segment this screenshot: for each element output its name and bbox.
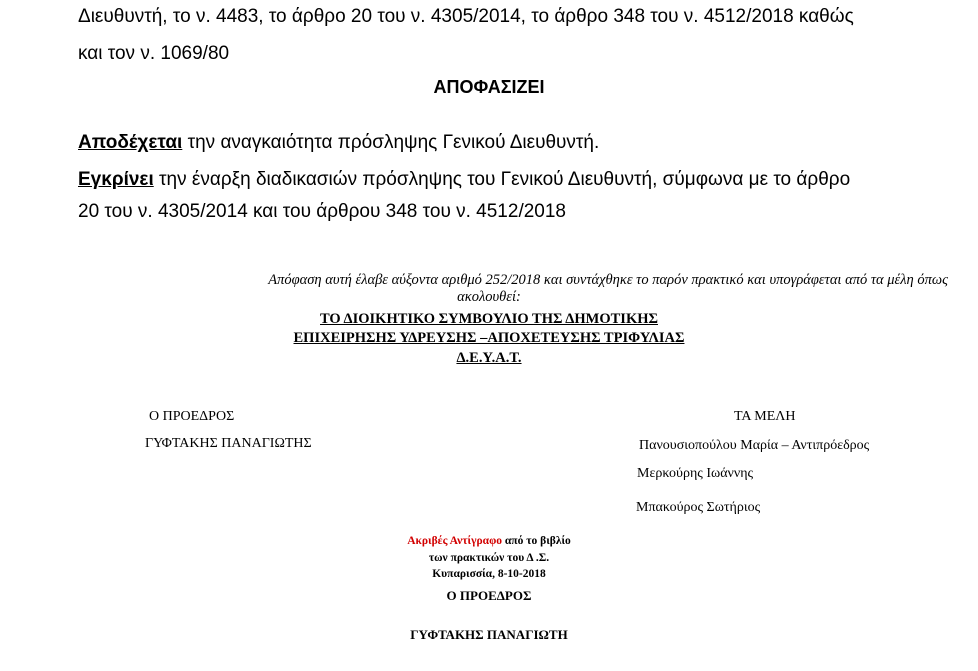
decision-note-line-1: Απόφαση αυτή έλαβε αύξοντα αριθμό 252/2018 και συντάχθηκε το παρόν πρακτικό και υπογράφεται από τα μέλη όπως	[268, 272, 948, 288]
president-label: Ο ΠΡΟΕΔΡΟΣ	[149, 409, 235, 424]
certification-title: Ο ΠΡΟΕΔΡΟΣ	[446, 588, 532, 603]
board-title-line-2: ΕΠΙΧΕΙΡΗΣΗΣ ΥΔΡΕΥΣΗΣ –ΑΠΟΧΕΤΕΥΣΗΣ ΤΡΙΦΥΛΙΑΣ	[293, 330, 685, 346]
certification-date: Κυπαρισσία, 8-10-2018	[432, 568, 546, 580]
board-title-line-3: Δ.Ε.Υ.Α.Τ.	[456, 350, 522, 366]
certification-line-1-rest: από το βιβλίο	[502, 535, 571, 547]
decision-approve	[78, 169, 850, 191]
president-name: ΓΥΦΤΑΚΗΣ ΠΑΝΑΓΙΩΤΗΣ	[145, 436, 312, 451]
certification-name: ΓΥΦΤΑΚΗΣ ΠΑΝΑΓΙΩΤΗ	[410, 627, 568, 642]
decision-accept-verb: Αποδέχεται	[78, 132, 183, 153]
accurate-copy-label: Ακριβές Αντίγραφο	[407, 535, 502, 547]
certification-line-1	[0, 535, 978, 547]
paragraph-line-1: Διευθυντή, το ν. 4483, το άρθρο 20 του ν. 4305/2014, το άρθρο 348 του ν. 4512/2018 καθώς	[78, 6, 854, 27]
decision-approve-continuation: 20 του ν. 4305/2014 και του άρθρου 348 του ν. 4512/2018	[78, 201, 566, 222]
member-name: Μπακούρος Σωτήριος	[636, 500, 761, 515]
member-name: Μερκούρης Ιωάννης	[637, 466, 754, 481]
certification-line-2: των πρακτικών του Δ .Σ.	[428, 552, 550, 564]
members-label: ΤΑ ΜΕΛΗ	[734, 409, 796, 424]
decision-approve-text: την έναρξη διαδικασιών πρόσληψης του Γενικού Διευθυντή, σύμφωνα με το άρθρο	[153, 169, 851, 190]
decision-accept-text: την αναγκαιότητα πρόσληψης Γενικού Διευθυντή.	[182, 132, 600, 153]
decision-accept	[78, 132, 599, 154]
paragraph-line-2: και τον ν. 1069/80	[78, 43, 230, 64]
member-name: Πανουσιοπούλου Μαρία – Αντιπρόεδρος	[639, 438, 870, 453]
decision-heading: ΑΠΟΦΑΣΙΖΕΙ	[433, 77, 545, 97]
decision-note-line-2: ακολουθεί:	[457, 289, 521, 305]
decision-approve-verb: Εγκρίνει	[78, 169, 154, 190]
board-title-line-1: ΤΟ ΔΙΟΙΚΗΤΙΚΟ ΣΥΜΒΟΥΛΙΟ ΤΗΣ ΔΗΜΟΤΙΚΗΣ	[320, 311, 658, 327]
